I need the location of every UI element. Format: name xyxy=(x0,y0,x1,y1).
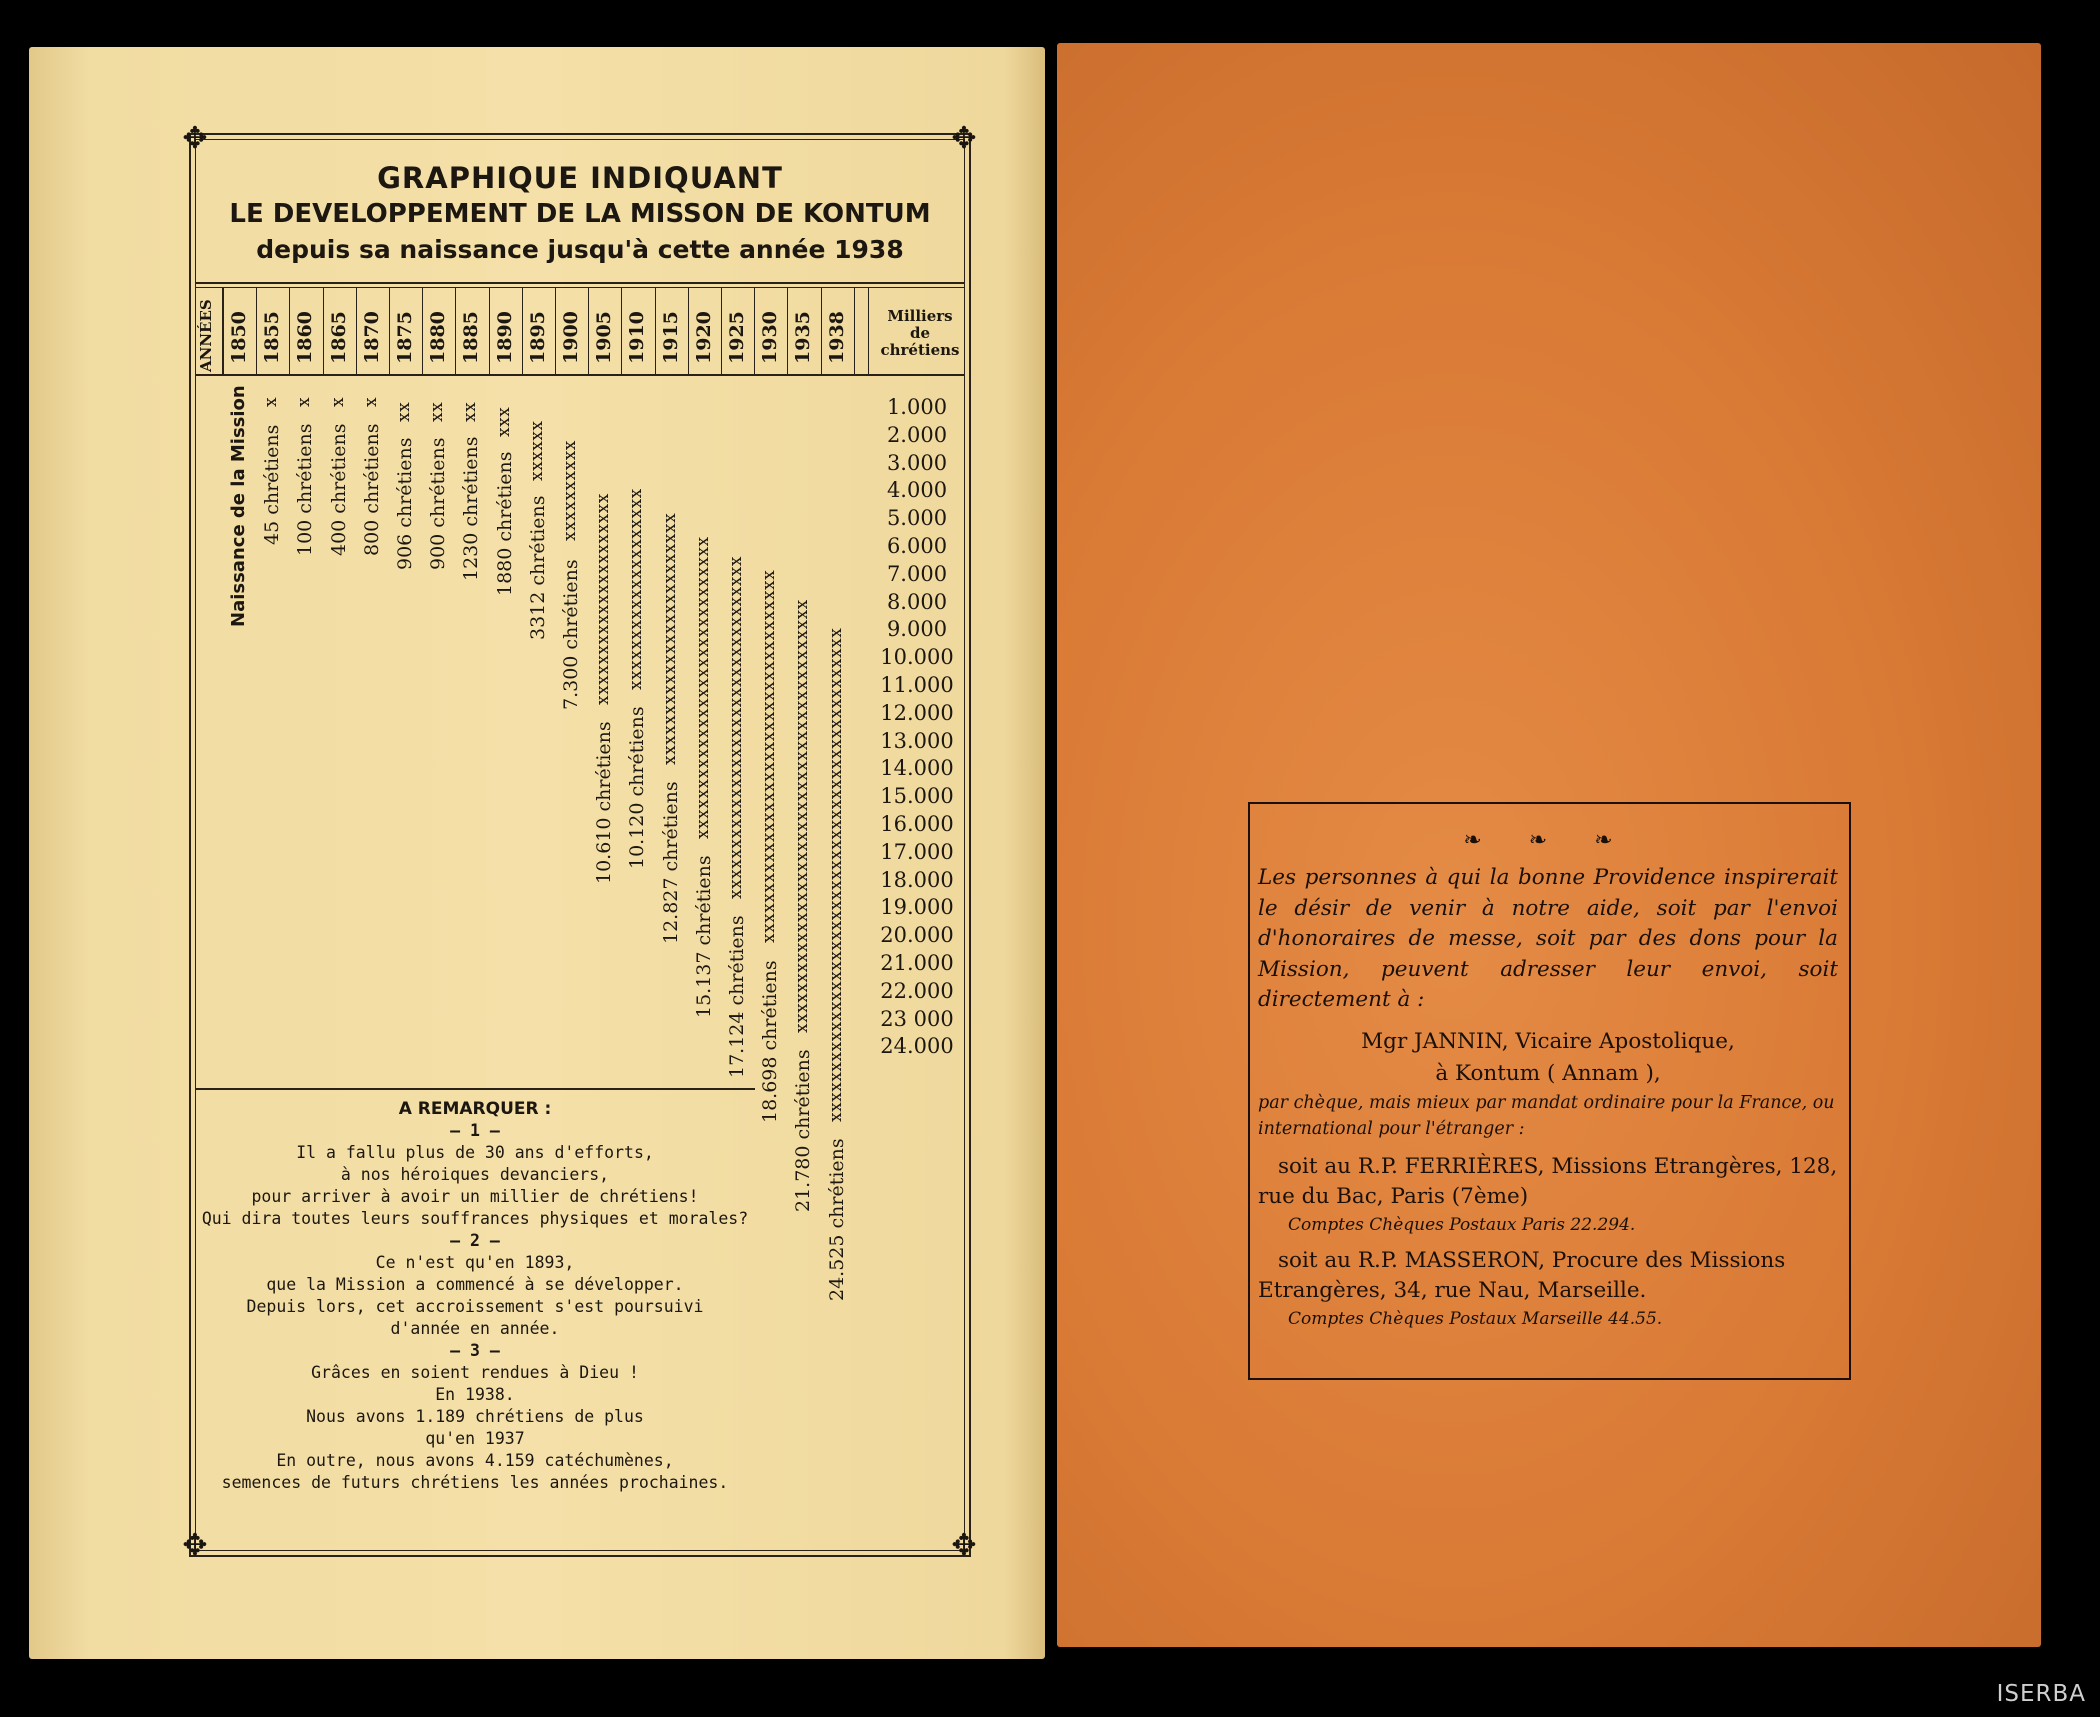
bar-label: 12.827 chrétiens xyxy=(659,781,682,944)
column-rule xyxy=(555,287,556,375)
bar-label: 400 chrétiens xyxy=(327,423,350,556)
scale-tick: 2.000 xyxy=(886,422,948,447)
watermark: ISERBA xyxy=(1996,1681,2086,1707)
year-tick-label: 1935 xyxy=(792,311,815,364)
column-rule xyxy=(522,287,523,375)
donation-text xyxy=(1258,828,1838,1332)
units-header: Milliers de chrétiens xyxy=(880,307,960,359)
scale-tick: 13.000 xyxy=(880,728,954,753)
address-kontum: à Kontum ( Annam ), xyxy=(1435,1060,1661,1086)
scale-tick: 5.000 xyxy=(886,506,948,531)
bar-marks: xxxxxxxxxxxxxxxxxxxxx xyxy=(593,493,614,705)
year-tick-label: 1865 xyxy=(327,311,350,364)
column-rule xyxy=(389,287,390,375)
scale-tick: 16.000 xyxy=(880,812,954,836)
bar-label: 24.525 chrétiens xyxy=(825,1138,848,1302)
address-masseron: soit au R.P. MASSERON, Procure des Missions Etrangères, 34, rue Nau, Marseille. xyxy=(1258,1247,1786,1303)
rule xyxy=(195,1088,755,1090)
corner-ornament-icon: ✥ xyxy=(182,121,208,156)
year-tick-label: 1905 xyxy=(593,311,616,364)
bar-label: 17.124 chrétiens xyxy=(726,915,748,1078)
column-rule xyxy=(422,287,423,375)
scale-tick: 7.000 xyxy=(886,561,948,586)
year-tick-label: 1925 xyxy=(726,311,748,364)
column-rule xyxy=(356,287,357,375)
bar-marks: xxxxxxxxxx xyxy=(560,440,580,541)
address-ferrieres: soit au R.P. FERRIÈRES, Missions Etrangères, 128, rue du Bac, Paris (7ème) xyxy=(1258,1153,1838,1209)
scale-tick: 20.000 xyxy=(880,923,954,948)
column-rule xyxy=(455,287,456,375)
scale-tick: 9.000 xyxy=(886,617,948,642)
scale-tick: 8.000 xyxy=(886,589,948,614)
year-tick-label: 1938 xyxy=(825,311,848,364)
year-tick-label: 1875 xyxy=(394,311,416,364)
rule xyxy=(868,287,869,375)
postal-marseille: Comptes Chèques Postaux Marseille 44.55. xyxy=(1288,1308,1663,1329)
year-tick-label: 1890 xyxy=(493,311,516,364)
year-tick-label: 1855 xyxy=(261,311,284,364)
bar-marks: x xyxy=(360,396,381,407)
bar-marks: xxx xyxy=(493,406,514,437)
bar-label: 45 chrétiens xyxy=(261,424,284,546)
bar-marks: xxxxxxxxxxxxxxxxxxxxxxxxxxxxxxxxxxxxxxxxxxxxxxxxx xyxy=(825,627,846,1123)
payment-note: par chèque, mais mieux par mandat ordinaire pour la France, ou international pour l'étranger : xyxy=(1258,1092,1835,1139)
bar-label: 15.137 chrétiens xyxy=(692,855,715,1019)
bar-label: 18.698 chrétiens xyxy=(759,959,782,1123)
scale-tick: 11.000 xyxy=(880,673,954,697)
title-line-2: LE DEVELOPPEMENT DE LA MISSON DE KONTUM xyxy=(229,199,931,229)
postal-paris: Comptes Chèques Postaux Paris 22.294. xyxy=(1288,1214,1636,1235)
bar-label: 900 chrétiens xyxy=(427,437,450,571)
title-line-1: GRAPHIQUE INDIQUANT xyxy=(377,161,783,195)
scale-tick: 24.000 xyxy=(880,1034,954,1059)
bar-label: 10.610 chrétiens xyxy=(593,721,616,885)
intro-text: Les personnes à qui la bonne Providence inspirerait le désir de venir à notre aide, soit par l'envoi d'honoraires de messe, soit par des dons pour la Mission, peuvent adresser leur envoi, soit directement à : xyxy=(1258,865,1838,1012)
column-rule xyxy=(787,287,788,375)
chart-title xyxy=(200,160,960,268)
bar-marks: xxxxxxxxxxxxxxxxxxxxxxxxxxxxxxxxxx xyxy=(726,555,746,899)
column-rule xyxy=(754,287,755,375)
column-rule xyxy=(588,287,589,375)
rule xyxy=(195,287,965,288)
scale-tick: 12.000 xyxy=(880,700,954,725)
bar-marks: xx xyxy=(460,401,481,422)
bar-marks: xxxxxxxxxxxxxxxxxxxxxxxxxxxxxxxxxxxxx xyxy=(759,570,780,944)
year-tick-label: 1930 xyxy=(759,311,782,364)
address-jannin: Mgr JANNIN, Vicaire Apostolique, xyxy=(1361,1028,1735,1054)
column-rule xyxy=(256,287,257,375)
corner-ornament-icon: ✥ xyxy=(951,121,977,156)
column-rule xyxy=(688,287,689,375)
rule xyxy=(195,282,965,284)
swallows-icon: ❧ ❧ ❧ xyxy=(1463,828,1633,853)
column-rule xyxy=(854,287,855,375)
bar-label: 906 chrétiens xyxy=(394,437,416,571)
bar-label: 1230 chrétiens xyxy=(460,436,483,581)
year-tick-label: 1880 xyxy=(427,311,450,364)
bar-marks: xxxxxxxxxxxxxxxxxxxxxxxxxxxxxx xyxy=(692,536,713,839)
bar-label: 10.120 chrétiens xyxy=(626,706,649,870)
bar-label: 3312 chrétiens xyxy=(526,495,549,641)
years-header: ANNÉES xyxy=(197,299,215,372)
column-rule xyxy=(821,287,822,375)
column-rule xyxy=(721,287,722,375)
bar-marks: xx xyxy=(427,401,448,422)
bar-label: 100 chrétiens xyxy=(294,423,317,556)
bar-marks: xxxxxxxxxxxxxxxxxxxxxxxxx xyxy=(659,512,680,765)
bar-marks: x xyxy=(261,396,282,407)
scale-tick: 4.000 xyxy=(886,478,948,503)
bar-label: 7.300 chrétiens xyxy=(560,559,582,710)
bar-marks: x xyxy=(294,396,315,407)
column-rule xyxy=(323,287,324,375)
scale-tick: 10.000 xyxy=(880,645,954,670)
scale-tick: 3.000 xyxy=(886,450,948,475)
bar-marks: x xyxy=(327,396,348,407)
bar-marks: xxxxxxxxxxxxxxxxxxxx xyxy=(626,488,647,690)
scale-tick: 19.000 xyxy=(880,895,954,920)
scale-tick: 14.000 xyxy=(880,756,954,781)
year-tick-label: 1860 xyxy=(294,311,317,364)
bar-marks: xxxxxxxxxxxxxxxxxxxxxxxxxxxxxxxxxxxxxxxxxxx xyxy=(792,598,813,1033)
bar-label: 800 chrétiens xyxy=(360,423,383,556)
year-tick-label: 1885 xyxy=(460,311,483,364)
bar-marks: xx xyxy=(394,401,414,422)
scale-tick: 22.000 xyxy=(880,978,954,1003)
bar-label: Naissance de la Mission xyxy=(228,384,249,627)
scale-tick: 21.000 xyxy=(880,951,954,975)
bar-label: 1880 chrétiens xyxy=(493,450,516,596)
column-rule xyxy=(655,287,656,375)
scale-tick: 6.000 xyxy=(886,534,948,558)
remark-number: — 2 — xyxy=(450,1231,500,1250)
corner-ornament-icon: ✥ xyxy=(951,1528,977,1563)
title-line-3: depuis sa naissance jusqu'à cette année 1938 xyxy=(256,235,904,264)
year-tick-label: 1870 xyxy=(360,311,383,364)
column-rule xyxy=(621,287,622,375)
remark-number: — 1 — xyxy=(450,1121,500,1140)
year-tick-label: 1895 xyxy=(526,311,549,364)
bar-label: 21.780 chrétiens xyxy=(792,1049,815,1212)
remarks: A REMARQUER : — 1 — Il a fallu plus de 30 ans d'efforts, à nos héroiques devanciers, pour arriver à avoir un millier de chrétiens! Qui dira toutes leurs souffrances physiques et morales? — 2 — Ce n'est qu'en 1893, que la Mission a commencé à se développer. Depuis lors, cet accroissement s'est poursuivi d'année en année. — 3 — Grâces en soient rendues à Dieu ! En 1938. Nous avons 1.189 chrétiens de plus qu'en 1937 En outre, nous avons 4.159 catéchumènes, semences de futurs chrétiens les années prochaines. xyxy=(195,1098,755,1494)
remarks-heading: A REMARQUER : xyxy=(398,1099,552,1119)
scale-tick: 15.000 xyxy=(880,784,954,809)
year-tick-label: 1900 xyxy=(560,311,582,364)
corner-ornament-icon: ✥ xyxy=(182,1528,208,1563)
rule xyxy=(195,374,965,376)
year-tick-label: 1850 xyxy=(228,311,250,364)
column-rule xyxy=(489,287,490,375)
scale-tick: 23 000 xyxy=(880,1006,954,1031)
column-rule xyxy=(223,287,224,375)
bar-marks: xxxxxx xyxy=(526,420,547,482)
year-tick-label: 1920 xyxy=(692,311,715,364)
scale-tick: 1.000 xyxy=(886,395,948,419)
column-rule xyxy=(289,287,290,375)
scale-tick: 18.000 xyxy=(880,867,954,892)
year-tick-label: 1910 xyxy=(626,311,649,364)
year-tick-label: 1915 xyxy=(659,311,682,364)
scale-tick: 17.000 xyxy=(880,839,954,864)
remark-number: — 3 — xyxy=(450,1341,500,1360)
